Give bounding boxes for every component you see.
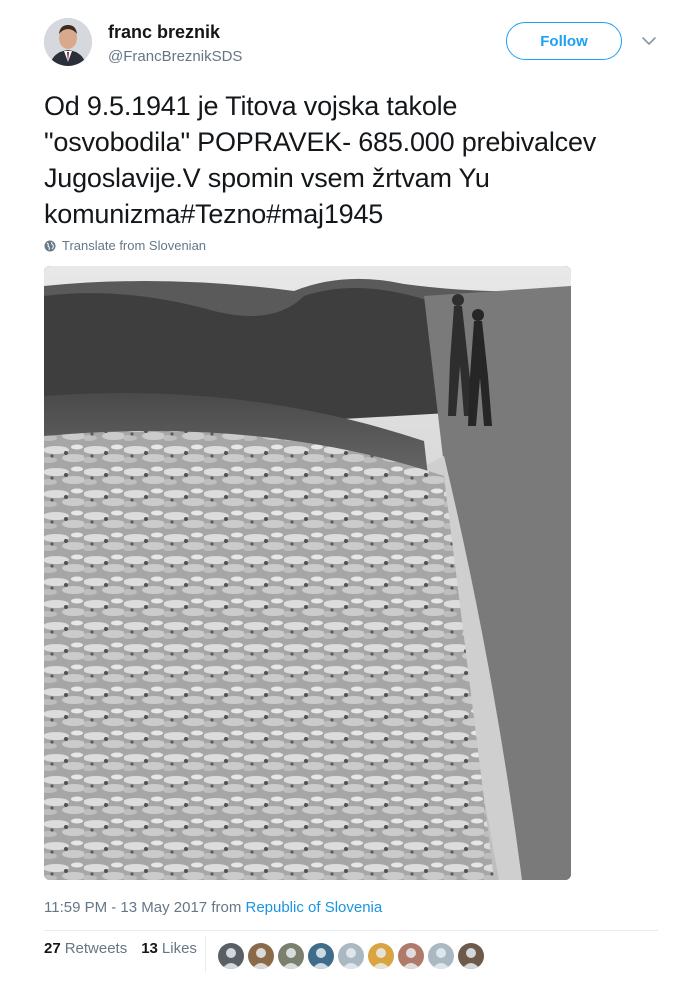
timestamp-text[interactable]: 11:59 PM - 13 May 2017 from xyxy=(44,899,246,916)
avatar-5-icon[interactable] xyxy=(338,943,364,969)
avatar-7-icon[interactable] xyxy=(398,943,424,969)
location-link[interactable]: Republic of Slovenia xyxy=(245,899,383,916)
chevron-down-icon[interactable] xyxy=(640,32,658,50)
tweet-photo[interactable] xyxy=(44,266,571,880)
tweet-header xyxy=(44,18,664,76)
translate-link[interactable] xyxy=(44,238,206,253)
likes-label: Likes xyxy=(161,940,197,957)
author-avatar[interactable] xyxy=(44,18,92,66)
tweet-stats xyxy=(44,940,211,957)
retweets-stat[interactable] xyxy=(44,940,127,957)
avatar-9-icon[interactable] xyxy=(458,943,484,969)
tweet-text xyxy=(44,88,664,232)
translate-label: Translate from Slovenian xyxy=(62,238,207,253)
author-display-name[interactable]: franc breznik xyxy=(108,22,221,42)
tweet-text-line: komunizma#Tezno#maj1945 xyxy=(44,199,384,229)
divider xyxy=(44,930,658,931)
avatar-3-icon[interactable] xyxy=(278,943,304,969)
author-handle[interactable]: @FrancBreznikSDS xyxy=(108,48,243,65)
likes-stat[interactable] xyxy=(141,940,197,957)
likes-count: 13 xyxy=(141,940,158,957)
avatar-4-icon[interactable] xyxy=(308,943,334,969)
globe-icon xyxy=(44,240,56,252)
tweet-text-line: "osvobodila" POPRAVEK- 685.000 prebivalcev xyxy=(44,127,597,157)
liker-avatars xyxy=(218,943,484,969)
stats-separator xyxy=(205,936,206,972)
follow-button[interactable]: Follow xyxy=(506,22,622,60)
retweets-label: Retweets xyxy=(64,940,128,957)
avatar-6-icon[interactable] xyxy=(368,943,394,969)
avatar-8-icon[interactable] xyxy=(428,943,454,969)
avatar-1-icon[interactable] xyxy=(218,943,244,969)
tweet-text-line: Jugoslavije.V spomin vsem žrtvam Yu xyxy=(44,163,490,193)
tweet-timestamp xyxy=(44,899,382,916)
avatar-2-icon[interactable] xyxy=(248,943,274,969)
tweet-text-line: Od 9.5.1941 je Titova vojska takole xyxy=(44,91,458,121)
retweets-count: 27 xyxy=(44,940,61,957)
